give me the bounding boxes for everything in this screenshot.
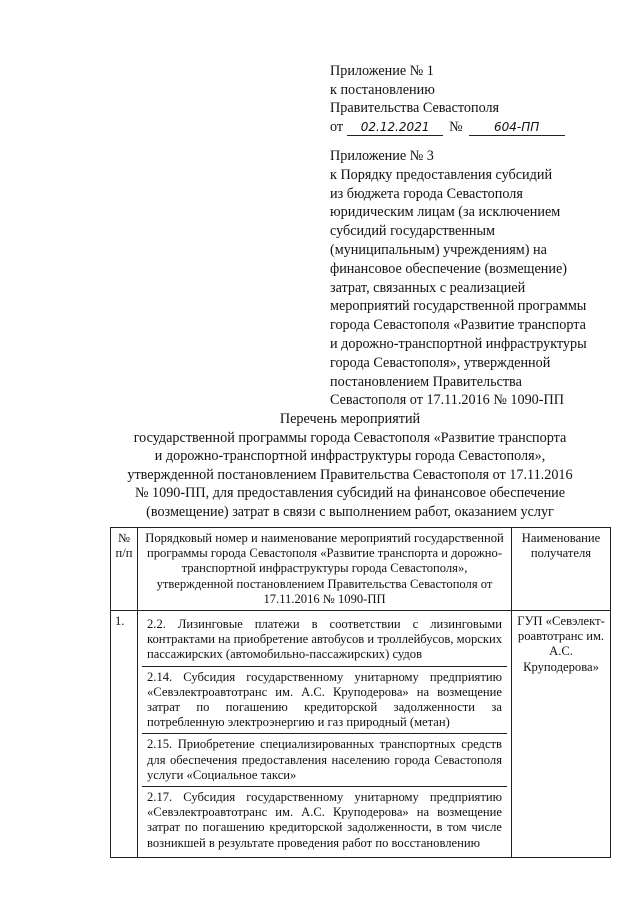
appendix-3-title: Приложение № 3: [330, 148, 434, 164]
date-prefix: от: [330, 118, 344, 135]
appendix-1-line2: к постановлению: [330, 81, 435, 98]
row-measures: [138, 611, 512, 858]
appendix-1-line3: Правительства Севастополя: [330, 100, 500, 116]
handwritten-number: 604-ПП: [469, 119, 565, 136]
appendix-1-title: Приложение № 1: [330, 63, 434, 79]
header-recipient: Наименование получателя: [512, 528, 611, 611]
appendix-1-header: [330, 62, 565, 136]
measure-item: 2.14. Субсидия государственному унитарному предприятию «Севэлектроавтотранс им. А.С. Круподерова» на возмещение затрат по погашению кредиторской задолженности за потребленную электроэнергию и газ природный (метан): [142, 667, 507, 735]
handwritten-date: 02.12.2021: [347, 119, 443, 136]
measure-item: 2.17. Субсидия государственному унитарному предприятию «Севэлектроавтотранс им. А.С. Круподерова» на возмещение затрат по погашению кредиторской задолженности, в том числе возникшей в результате проведения работ по восстановлению: [147, 790, 502, 850]
document-title: Перечень мероприятий государственной программы города Севастополя «Развитие транспорта и дорожно-транспортной инфраструктуры города Севастополя», утвержденной постановлением Правительства Севастополя от 17.11.2016 № 1090-ПП, для предоставления субсидий на финансовое обеспечение (возмещение) затрат в связи с выполнением работ, оказанием услуг: [127, 411, 573, 520]
appendix-1-date-row: [330, 118, 565, 137]
measure-item: 2.15. Приобретение специализированных транспортных средств для обеспечения предоставления населению города Севастополя услуги «Социальное такси»: [142, 734, 507, 787]
header-number: № п/п: [111, 528, 138, 611]
header-measure: Порядковый номер и наименование мероприятий государственной программы города Севастополя «Развитие транспорта и дорожно-транспортной инфраструктуры города Севастополя», утвержденной постановлением Правительства Севастополя от 17.11.2016 № 1090-ПП: [138, 528, 512, 611]
table-header-row: [111, 528, 611, 611]
table-row: [111, 611, 611, 858]
row-recipient: ГУП «Севэлект-роавтотранс им. А.С. Круподерова»: [512, 611, 611, 858]
measure-item: 2.2. Лизинговые платежи в соответствии с лизинговыми контрактами на приобретение автобусов и троллейбусов, морских пассажирских (автомобильно-пассажирских) судов: [142, 614, 507, 667]
measures-table: [110, 527, 611, 858]
appendix-3-header: [330, 147, 610, 410]
appendix-3-text: к Порядку предоставления субсидий из бюджета города Севастополя юридическим лицам (за исключением субсидий государственным (муниципальным) учреждениям) на финансовое обеспечение (возмещение) затрат, связанных с реализацией мероприятий государственной программы города Севастополя «Развитие транспорта и дорожно-транспортной инфраструктуры города Севастополя», утвержденной постановлением Правительства Севастополя от 17.11.2016 № 1090-ПП: [330, 166, 587, 409]
number-sign: №: [449, 118, 463, 135]
row-number: 1.: [111, 611, 138, 858]
